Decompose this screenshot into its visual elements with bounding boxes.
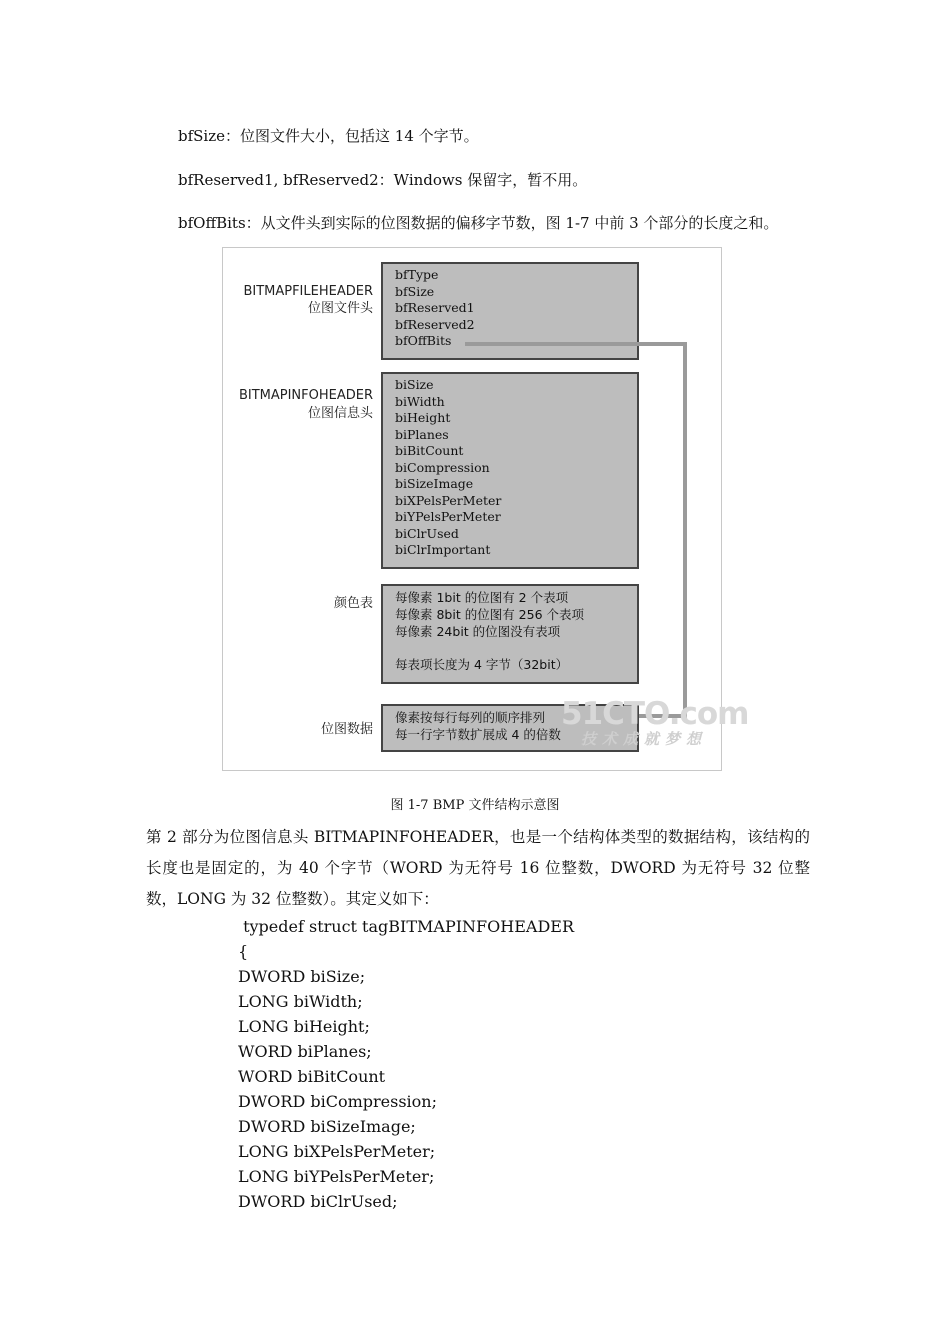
code-line: LONG biHeight; xyxy=(238,1017,370,1036)
field-bfreserved1: bfReserved1 xyxy=(395,300,475,315)
code-line: WORD biPlanes; xyxy=(238,1042,372,1061)
label-bitmap-data: 位图数据 xyxy=(320,722,373,737)
figure-caption: 图 1-7 BMP 文件结构示意图 xyxy=(390,798,560,813)
field-bibitcount: biBitCount xyxy=(395,443,464,458)
field-biheight: biHeight xyxy=(395,410,451,425)
watermark-slogan: 技术成就梦想 xyxy=(581,730,708,748)
offset-pointer-line-top xyxy=(465,342,687,346)
offset-pointer-line-vertical xyxy=(683,342,687,718)
paragraph-bfreserved: bfReserved1, bfReserved2：Windows 保留字，暂不用。 xyxy=(178,171,588,189)
code-line: LONG biWidth; xyxy=(238,992,363,1011)
watermark-brand: 51CTO.com xyxy=(561,696,749,732)
field-bisize: biSize xyxy=(395,377,434,392)
code-line: { xyxy=(238,942,249,961)
color-table-line: 每表项长度为 4 字节（32bit） xyxy=(395,657,569,672)
field-bisizeimage: biSizeImage xyxy=(395,476,474,491)
label-info-header-en: BITMAPINFOHEADER xyxy=(238,388,373,403)
watermark-logo xyxy=(561,696,749,762)
field-biclrimportant: biClrImportant xyxy=(395,542,491,557)
label-file-header-cn: 位图文件头 xyxy=(307,301,373,316)
field-biplanes: biPlanes xyxy=(395,426,449,442)
code-line: DWORD biSize; xyxy=(238,967,366,986)
color-table-line: 每像素 8bit 的位图有 256 个表项 xyxy=(395,607,585,622)
paragraph-bfoffbits: bfOffBits：从文件头到实际的位图数据的偏移字节数，图 1-7 中前 3 个部分的长度之和。 xyxy=(178,214,779,232)
paragraph-bfsize: bfSize：位图文件大小，包括这 14 个字节。 xyxy=(178,127,479,145)
field-biclrused: biClrUsed xyxy=(395,525,459,541)
code-line: DWORD biCompression; xyxy=(238,1092,437,1111)
bmp-structure-figure xyxy=(222,247,749,771)
bitmap-data-line: 每一行字节数扩展成 4 的倍数 xyxy=(395,727,561,742)
field-biwidth: biWidth xyxy=(395,393,445,409)
field-bicompression: biCompression xyxy=(395,459,490,475)
label-color-table: 颜色表 xyxy=(333,596,373,611)
code-line: WORD biBitCount xyxy=(238,1067,386,1086)
field-bixpelspermeter: biXPelsPerMeter xyxy=(395,492,502,508)
field-bfsize: bfSize xyxy=(395,283,435,299)
code-line: LONG biXPelsPerMeter; xyxy=(238,1142,436,1161)
field-biypelspermeter: biYPelsPerMeter xyxy=(395,509,501,524)
info-header-box xyxy=(381,372,639,569)
body-paragraph: 第 2 部分为位图信息头 BITMAPINFOHEADER，也是一个结构体类型的数据结构，该结构的长度也是固定的，为 40 个字节（WORD 为无符号 16 位整数，DWORD 为无符号 32 位整数，LONG 为 32 位整数）。其定义如下： xyxy=(146,828,810,908)
field-bfoffbits: bfOffBits xyxy=(395,333,452,348)
label-file-header-en: BITMAPFILEHEADER xyxy=(243,284,373,299)
code-line: DWORD biSizeImage; xyxy=(238,1117,416,1136)
color-table-box xyxy=(381,584,639,684)
code-line: DWORD biClrUsed; xyxy=(238,1192,398,1211)
code-line: LONG biYPelsPerMeter; xyxy=(238,1167,435,1186)
bitmap-data-line: 像素按每行每列的顺序排列 xyxy=(395,710,546,725)
label-info-header-cn: 位图信息头 xyxy=(307,406,373,421)
color-table-line: 每像素 1bit 的位图有 2 个表项 xyxy=(395,590,569,605)
code-line: typedef struct tagBITMAPINFOHEADER xyxy=(238,917,574,936)
field-bftype: bfType xyxy=(395,267,439,282)
color-table-line: 每像素 24bit 的位图没有表项 xyxy=(395,624,561,639)
field-bfreserved2: bfReserved2 xyxy=(395,316,475,332)
